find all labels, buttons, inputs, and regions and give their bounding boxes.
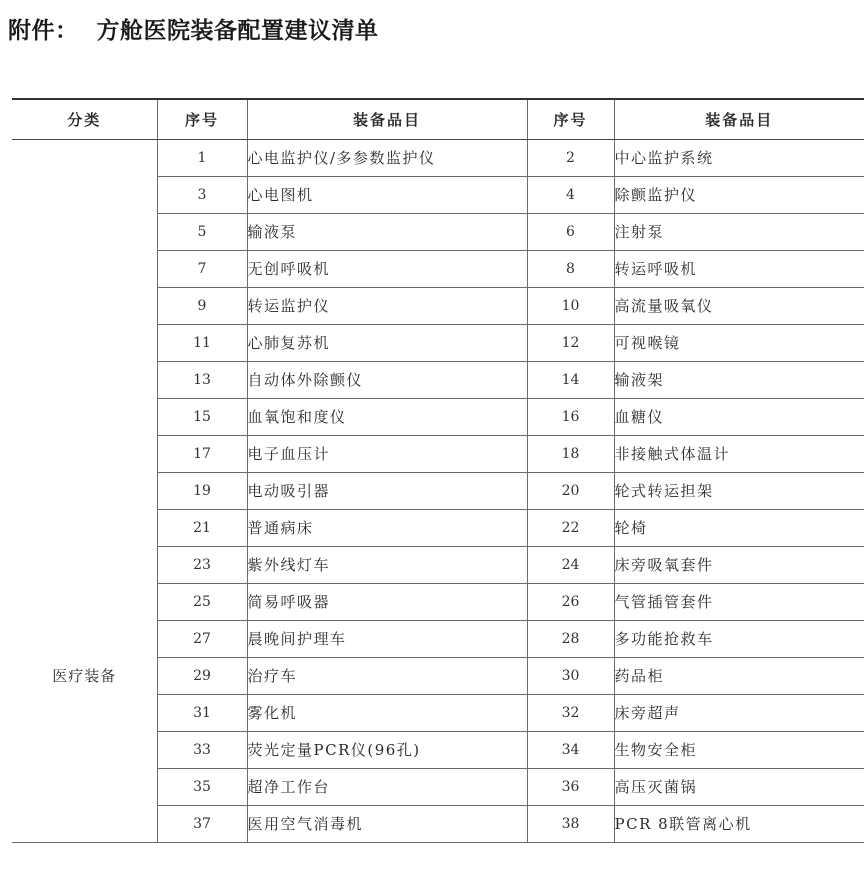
item-number-right: 32 xyxy=(527,694,614,731)
item-number-left: 19 xyxy=(157,472,247,509)
item-name-right: 非接触式体温计 xyxy=(614,435,864,472)
item-number-right: 20 xyxy=(527,472,614,509)
item-number-left: 5 xyxy=(157,213,247,250)
item-number-left: 35 xyxy=(157,768,247,805)
item-name-left: 雾化机 xyxy=(247,694,527,731)
item-number-right: 14 xyxy=(527,361,614,398)
item-name-right: 生物安全柜 xyxy=(614,731,864,768)
item-number-right: 16 xyxy=(527,398,614,435)
header-category: 分类 xyxy=(12,99,157,139)
item-name-left: 输液泵 xyxy=(247,213,527,250)
item-name-right: 高压灭菌锅 xyxy=(614,768,864,805)
item-name-left: 血氧饱和度仪 xyxy=(247,398,527,435)
item-number-right: 28 xyxy=(527,620,614,657)
table-header-row xyxy=(12,99,864,139)
item-name-left: 治疗车 xyxy=(247,657,527,694)
header-item-left: 装备品目 xyxy=(247,99,527,139)
item-number-right: 22 xyxy=(527,509,614,546)
item-number-left: 29 xyxy=(157,657,247,694)
item-number-left: 31 xyxy=(157,694,247,731)
item-number-right: 2 xyxy=(527,139,614,176)
item-name-left: 无创呼吸机 xyxy=(247,250,527,287)
item-name-left: 转运监护仪 xyxy=(247,287,527,324)
item-number-right: 18 xyxy=(527,435,614,472)
item-number-right: 34 xyxy=(527,731,614,768)
item-number-right: 12 xyxy=(527,324,614,361)
item-name-left: 心电监护仪/多参数监护仪 xyxy=(247,139,527,176)
item-number-right: 6 xyxy=(527,213,614,250)
page-title xyxy=(8,12,379,45)
item-name-left: 紫外线灯车 xyxy=(247,546,527,583)
header-number-left: 序号 xyxy=(157,99,247,139)
item-name-left: 简易呼吸器 xyxy=(247,583,527,620)
header-number-right: 序号 xyxy=(527,99,614,139)
item-name-left: 电动吸引器 xyxy=(247,472,527,509)
item-name-left: 心肺复苏机 xyxy=(247,324,527,361)
header-item-right: 装备品目 xyxy=(614,99,864,139)
item-number-left: 37 xyxy=(157,805,247,842)
item-number-right: 4 xyxy=(527,176,614,213)
item-name-right: 注射泵 xyxy=(614,213,864,250)
item-number-left: 1 xyxy=(157,139,247,176)
category-cell: 医疗装备 xyxy=(12,139,157,842)
item-number-right: 38 xyxy=(527,805,614,842)
item-name-left: 心电图机 xyxy=(247,176,527,213)
item-name-left: 电子血压计 xyxy=(247,435,527,472)
item-number-right: 24 xyxy=(527,546,614,583)
item-name-left: 晨晚间护理车 xyxy=(247,620,527,657)
item-name-right: 输液架 xyxy=(614,361,864,398)
item-number-right: 8 xyxy=(527,250,614,287)
item-number-left: 11 xyxy=(157,324,247,361)
item-name-left: 普通病床 xyxy=(247,509,527,546)
item-name-right: PCR 8联管离心机 xyxy=(614,805,864,842)
item-number-left: 21 xyxy=(157,509,247,546)
item-name-right: 床旁超声 xyxy=(614,694,864,731)
item-name-right: 床旁吸氧套件 xyxy=(614,546,864,583)
item-name-right: 多功能抢救车 xyxy=(614,620,864,657)
item-name-right: 转运呼吸机 xyxy=(614,250,864,287)
table-body xyxy=(12,139,864,842)
item-name-right: 高流量吸氧仪 xyxy=(614,287,864,324)
item-name-right: 除颤监护仪 xyxy=(614,176,864,213)
item-name-right: 药品柜 xyxy=(614,657,864,694)
item-number-left: 3 xyxy=(157,176,247,213)
item-name-left: 超净工作台 xyxy=(247,768,527,805)
item-name-right: 气管插管套件 xyxy=(614,583,864,620)
item-number-left: 23 xyxy=(157,546,247,583)
item-number-left: 33 xyxy=(157,731,247,768)
item-number-right: 10 xyxy=(527,287,614,324)
item-number-left: 15 xyxy=(157,398,247,435)
item-name-left: 自动体外除颤仪 xyxy=(247,361,527,398)
title-text: 方舱医院装备配置建议清单 xyxy=(96,18,379,44)
table-row xyxy=(12,139,864,176)
equipment-table xyxy=(12,98,864,843)
item-number-left: 27 xyxy=(157,620,247,657)
title-prefix: 附件： xyxy=(8,18,79,44)
item-number-right: 26 xyxy=(527,583,614,620)
item-number-left: 9 xyxy=(157,287,247,324)
item-name-right: 可视喉镜 xyxy=(614,324,864,361)
item-name-right: 中心监护系统 xyxy=(614,139,864,176)
item-number-left: 13 xyxy=(157,361,247,398)
item-number-right: 36 xyxy=(527,768,614,805)
item-number-right: 30 xyxy=(527,657,614,694)
item-name-left: 荧光定量PCR仪(96孔) xyxy=(247,731,527,768)
item-number-left: 17 xyxy=(157,435,247,472)
item-number-left: 25 xyxy=(157,583,247,620)
item-name-left: 医用空气消毒机 xyxy=(247,805,527,842)
item-name-right: 血糖仪 xyxy=(614,398,864,435)
item-name-right: 轮椅 xyxy=(614,509,864,546)
item-name-right: 轮式转运担架 xyxy=(614,472,864,509)
item-number-left: 7 xyxy=(157,250,247,287)
